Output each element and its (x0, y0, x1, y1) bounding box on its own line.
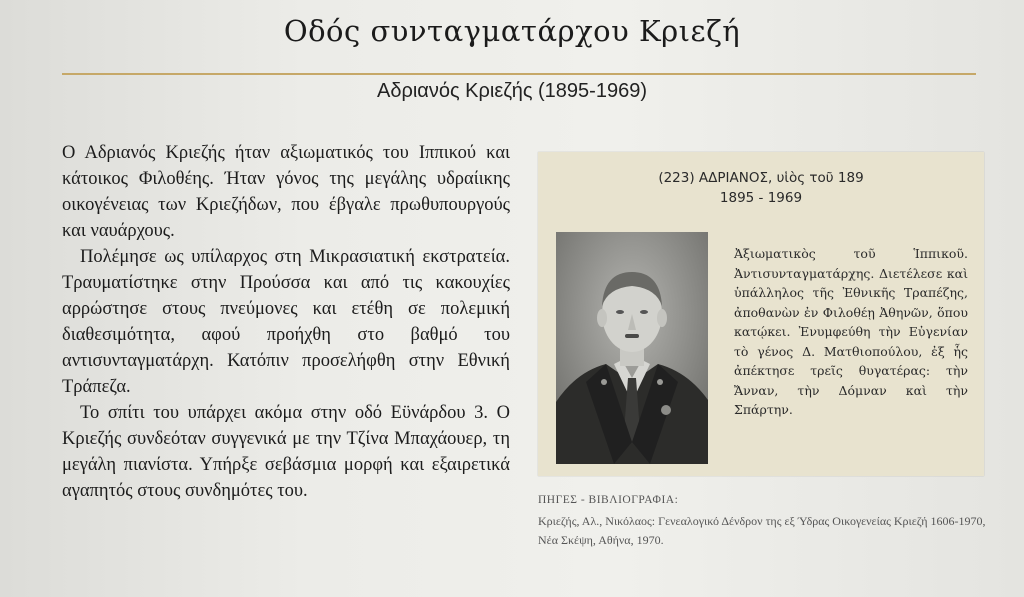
genealogy-clipping (538, 152, 984, 476)
portrait-photo (556, 232, 708, 464)
article-paragraph: Ο Αδριανός Κριεζής ήταν αξιωματικός του Ιππικού και κάτοικος Φιλοθέης. Ήταν γόνος της μεγάλης υδραίικης οικογένειας των Κριεζήδων, που έβγαλε πρωθυπουργούς και ναυάρχους. (62, 143, 510, 241)
page-subtitle: Αδριανός Κριεζής (1895-1969) (377, 80, 647, 102)
article-paragraph: Πολέμησε ως υπίλαρχος στη Μικρασιατική εκστρατεία. Τραυματίστηκε στην Προύσσα και από τις κακουχίες αρρώστησε στους πνεύμονες και ετέθη σε πολεμική διαθεσιμότητα, αφού προήχθη στο βαθμό του αντισυνταγματάρχη. Κατόπιν προσελήφθη στην Εθνική Τράπεζα. (62, 247, 510, 397)
sources-section (538, 494, 1008, 550)
portrait-image (556, 232, 708, 464)
clipping-header (538, 168, 984, 208)
clipping-header-line: (223) ΑΔΡΙΑΝΟΣ, υἱὸς τοῦ 189 (658, 170, 864, 186)
title-divider (62, 73, 976, 75)
clipping-header-dates: 1895 - 1969 (719, 190, 803, 206)
page-title: Οδός συνταγματάρχου Κριεζή (283, 14, 741, 48)
clipping-text: Ἀξιωματικὸς τοῦ Ἱππικοῦ. Ἀντισυνταγματάρχης. Διετέλεσε καὶ ὑπάλληλος τῆς Ἐθνικῆς Τραπέζης, ἀποθανὼν ἐν Φιλοθέῃ Ἀθηνῶν, ὅπου κατῴκει. Ἐνυμφεύθη τὴν Εὐγενίαν τὸ γένος Δ. Ματθιοπούλου, ἐξ ἧς ἀπέκτησε τρεῖς θυγατέρας: τὴν Ἄνναν, τὴν Δόμναν καὶ τὴν Σπάρτην. (734, 246, 968, 417)
sources-heading: ΠΗΓΕΣ - ΒΙΒΛΙΟΓΡΑΦΙΑ: (538, 494, 679, 506)
article-body (62, 140, 510, 504)
sources-entry: Κριεζής, Αλ., Νικόλαος: Γενεαλογικό Δένδρον της εξ Ύδρας Οικογενείας Κριεζή 1606-1970, Νέα Σκέψη, Αθήνα, 1970. (538, 514, 986, 547)
article-paragraph: Το σπίτι του υπάρχει ακόμα στην οδό Εϋνάρδου 3. Ο Κριεζής συνδεόταν συγγενικά με την Τζίνα Μπαχάουερ, τη μεγάλη πιανίστα. Υπήρξε σεβάσμια μορφή και εξαιρετικά αγαπητός στους συνδημότες του. (62, 403, 510, 501)
